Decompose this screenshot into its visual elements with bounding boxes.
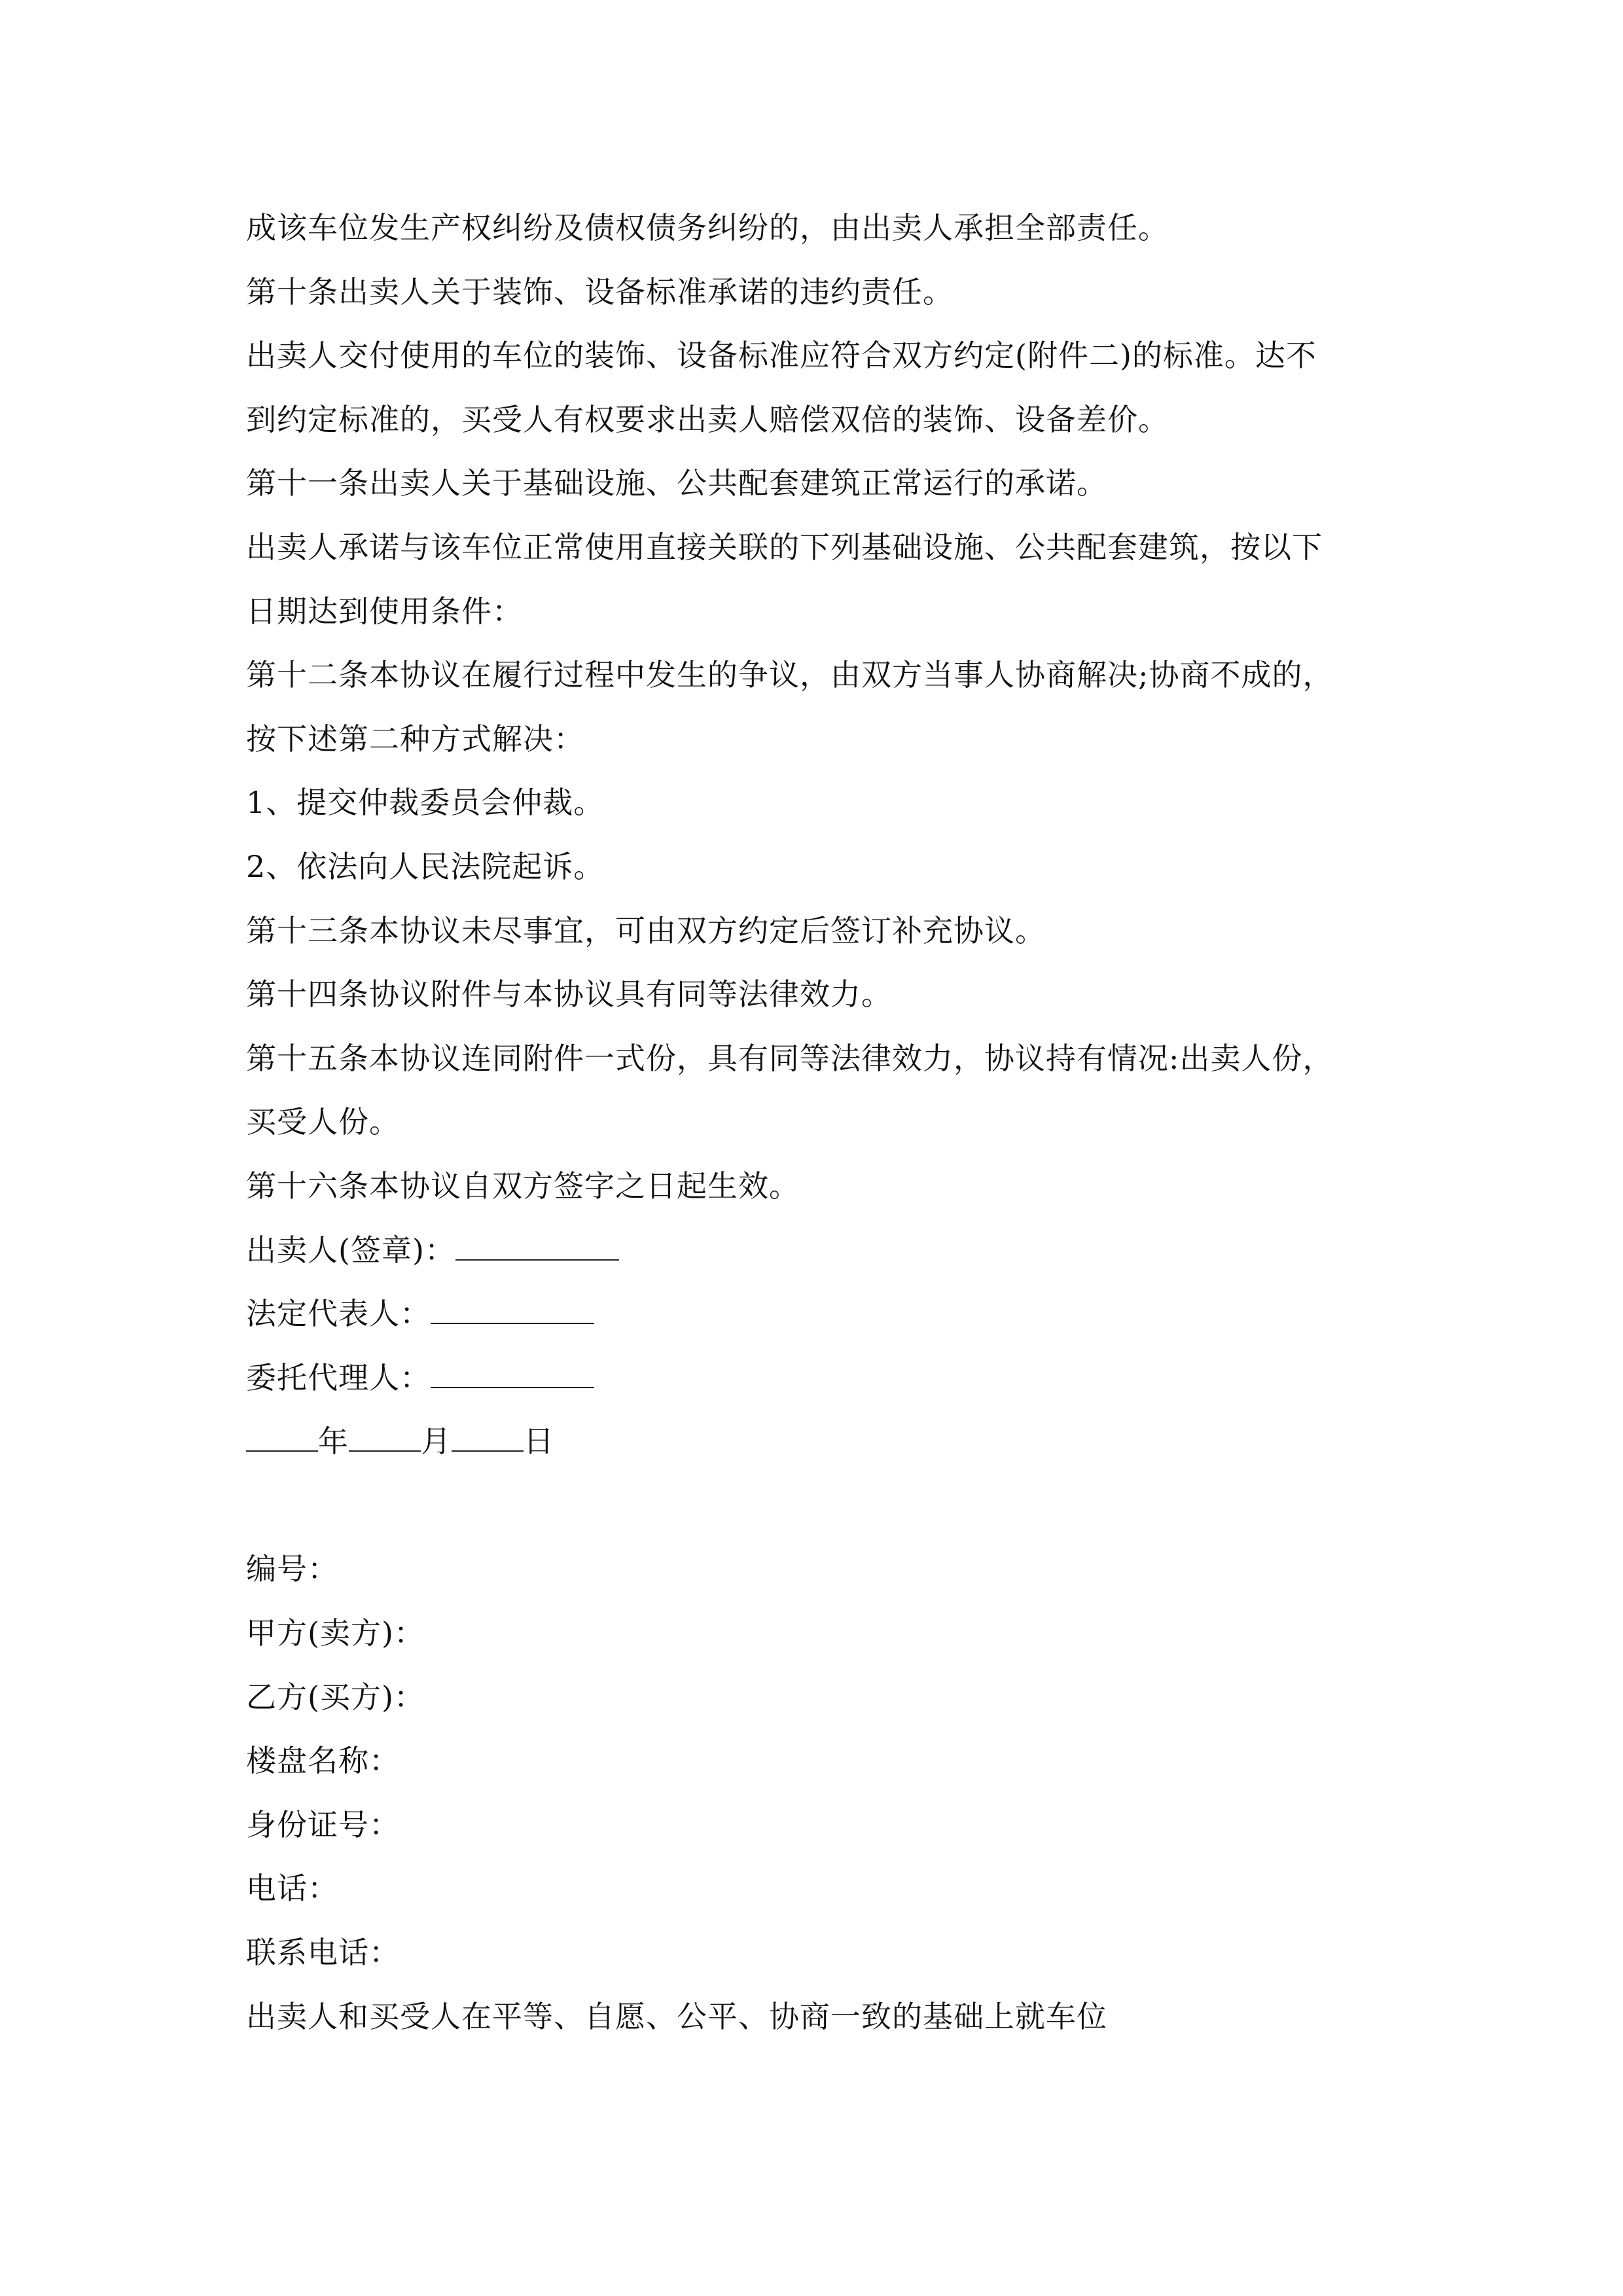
paragraph-line: 出卖人承诺与该车位正常使用直接关联的下列基础设施、公共配套建筑，按以下 [246, 529, 1323, 565]
article-15-heading: 第十五条本协议连同附件一式份，具有同等法律效力，协议持有情况:出卖人份， [246, 1040, 1334, 1076]
paragraph-line: 日期达到使用条件： [246, 593, 523, 629]
article-14-heading: 第十四条协议附件与本协议具有同等法律效力。 [246, 977, 892, 1013]
seller-signature-blank[interactable] [455, 1234, 619, 1261]
month-blank[interactable] [349, 1426, 421, 1452]
legal-rep-row [246, 1282, 1398, 1346]
list-item: 2、依法向人民法院起诉。 [246, 848, 605, 884]
date-row [246, 1410, 1398, 1474]
day-blank[interactable] [452, 1426, 524, 1452]
agent-row [246, 1346, 1398, 1410]
article-16-heading: 第十六条本协议自双方签字之日起生效。 [246, 1168, 800, 1204]
paragraph-line: 到约定标准的，买受人有权要求出卖人赔偿双倍的装饰、设备差价。 [246, 401, 1169, 437]
seller-signature-label: 出卖人(签章)： [246, 1232, 455, 1268]
list-item: 1、提交仲裁委员会仲裁。 [246, 785, 605, 821]
contact-phone-label: 联系电话： [246, 1935, 400, 1971]
paragraph-line: 按下述第二种方式解决： [246, 721, 584, 757]
paragraph-line: 成该车位发生产权纠纷及债权债务纠纷的，由出卖人承担全部责任。 [246, 210, 1169, 245]
article-10-heading: 第十条出卖人关于装饰、设备标准承诺的违约责任。 [246, 274, 954, 310]
legal-rep-blank[interactable] [431, 1298, 594, 1324]
agent-label: 委托代理人： [246, 1359, 431, 1395]
article-12-heading: 第十二条本协议在履行过程中发生的争议，由双方当事人协商解决;协商不成的， [246, 657, 1334, 693]
paragraph-line: 出卖人和买受人在平等、自愿、公平、协商一致的基础上就车位 [246, 1998, 1107, 2034]
article-13-heading: 第十三条本协议未尽事宜，可由双方约定后签订补充协议。 [246, 912, 1046, 948]
paragraph-line: 出卖人交付使用的车位的装饰、设备标准应符合双方约定(附件二)的标准。达不 [246, 338, 1317, 374]
paragraph-line: 买受人份。 [246, 1104, 400, 1140]
party-a-label: 甲方(卖方)： [246, 1615, 425, 1651]
agent-blank[interactable] [431, 1362, 594, 1388]
year-label: 年 [318, 1424, 349, 1460]
property-name-label: 楼盘名称： [246, 1743, 400, 1779]
contract-number-label: 编号： [246, 1551, 338, 1587]
id-number-label: 身份证号： [246, 1806, 400, 1842]
seller-signature-row [246, 1219, 1398, 1283]
party-b-label: 乙方(买方)： [246, 1679, 425, 1715]
month-label: 月 [421, 1424, 452, 1460]
section-gap [246, 1474, 1398, 1538]
day-label: 日 [524, 1424, 554, 1460]
article-11-heading: 第十一条出卖人关于基础设施、公共配套建筑正常运行的承诺。 [246, 465, 1107, 501]
document-body [246, 196, 1398, 2049]
phone-label: 电话： [246, 1871, 338, 1907]
legal-rep-label: 法定代表人： [246, 1296, 431, 1332]
year-blank[interactable] [246, 1426, 318, 1452]
